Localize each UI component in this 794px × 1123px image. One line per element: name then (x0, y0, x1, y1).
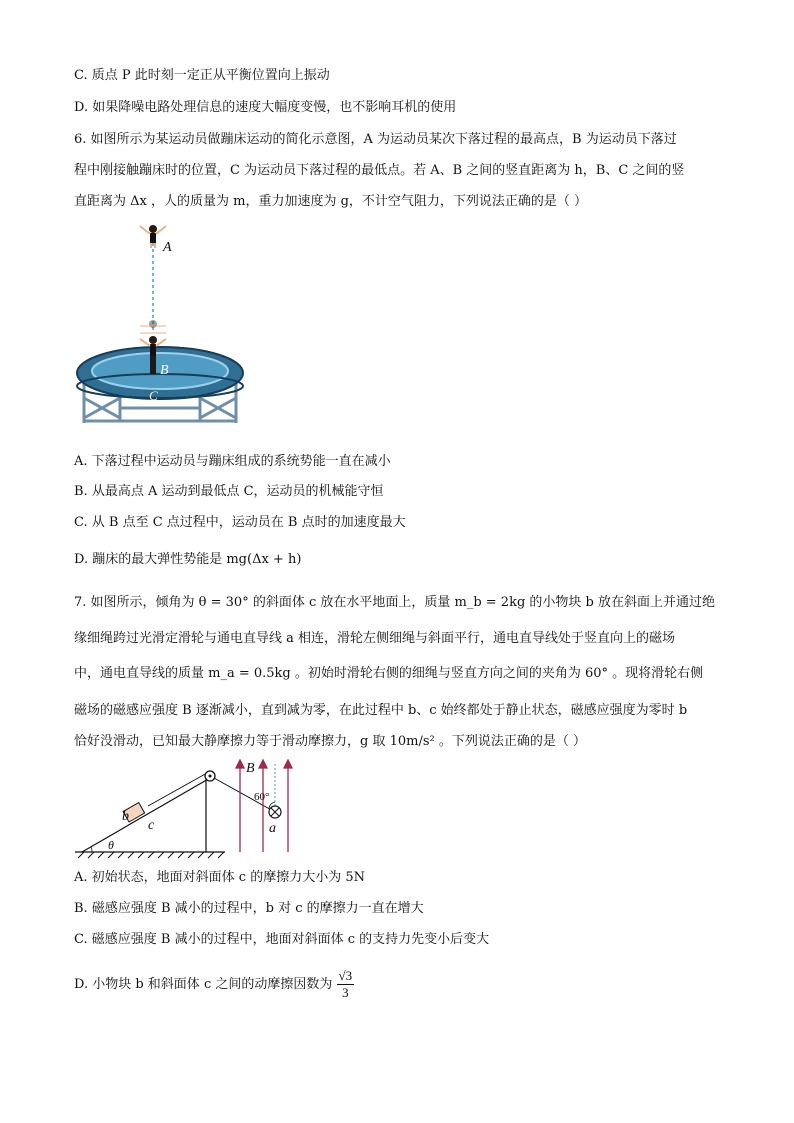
fraction-numerator: √3 (338, 968, 353, 983)
label-wire-a: a (269, 821, 276, 836)
q7-stem-line4: 磁场的磁感应强度 B 逐渐减小，直到减为零，在此过程中 b、c 始终都处于静止状态，磁感应强度为零时 b (74, 703, 688, 718)
q7-option-c: C. 磁感应强度 B 减小的过程中，地面对斜面体 c 的支持力先变小后变大 (74, 932, 490, 947)
q5-option-d: D. 如果降噪电路处理信息的速度大幅度变慢，也不影响耳机的使用 (74, 100, 457, 115)
q7-stem-line1: 7. 如图所示，倾角为 θ = 30° 的斜面体 c 放在水平地面上，质量 m_b = 2kg 的小物块 b 放在斜面上并通过绝 (74, 595, 715, 610)
label-c: C (149, 388, 158, 403)
q6-stem-line1: 6. 如图所示为某运动员做蹦床运动的简化示意图，A 为运动员某次下落过程的最高点，B 为运动员下落过 (74, 132, 677, 147)
q6-option-a: A. 下落过程中运动员与蹦床组成的系统势能一直在减小 (74, 454, 391, 469)
q7-option-d-fraction (337, 968, 355, 1001)
fraction-denominator: 3 (342, 985, 349, 1000)
q7-stem-line5: 恰好没滑动，已知最大静摩擦力等于滑动摩擦力，g 取 10m/s² 。下列说法正确的是（ ） (74, 734, 586, 749)
q7-option-d (74, 968, 354, 1001)
q6-stem-line2: 程中刚接触蹦床时的位置，C 为运动员下落过程的最低点。若 A、B 之间的竖直距离为 h，B、C 之间的竖 (74, 163, 685, 178)
q6-stem-line3: 直距离为 Δx ，人的质量为 m，重力加速度为 g，不计空气阻力，下列说法正确的是（ ） (74, 194, 588, 209)
q6-option-b: B. 从最高点 A 运动到最低点 C，运动员的机械能守恒 (74, 484, 384, 499)
label-a: A (163, 240, 172, 255)
q6-trampoline-figure (70, 218, 250, 433)
q5-option-c: C. 质点 P 此时刻一定正从平衡位置向上振动 (74, 68, 330, 83)
q6-option-d: D. 蹦床的最大弹性势能是 mg(Δx + h) (74, 552, 302, 567)
label-angle: 60° (254, 791, 270, 803)
q7-option-a: A. 初始状态，地面对斜面体 c 的摩擦力大小为 5N (74, 870, 365, 885)
q7-stem-line3: 中，通电直导线的质量 m_a = 0.5kg 。初始时滑轮右侧的细绳与竖直方向之间的夹角为 60° 。现将滑轮右侧 (74, 666, 704, 681)
q6-option-c: C. 从 B 点至 C 点过程中，运动员在 B 点时的加速度最大 (74, 515, 406, 530)
q7-stem-line2: 缘细绳跨过光滑定滑轮与通电直导线 a 相连，滑轮左侧细绳与斜面平行，通电直导线处于竖直向上的磁场 (74, 631, 676, 646)
label-field-b: B (246, 761, 255, 776)
label-block-b: b (122, 809, 129, 824)
q7-option-b: B. 磁感应强度 B 减小的过程中，b 对 c 的摩擦力一直在增大 (74, 901, 424, 916)
label-b: B (160, 363, 169, 378)
label-incline-c: c (148, 818, 155, 833)
q7-incline-figure (70, 756, 310, 861)
q7-option-d-text: D. 小物块 b 和斜面体 c 之间的动摩擦因数为 (74, 977, 333, 992)
label-theta: θ (108, 838, 114, 852)
